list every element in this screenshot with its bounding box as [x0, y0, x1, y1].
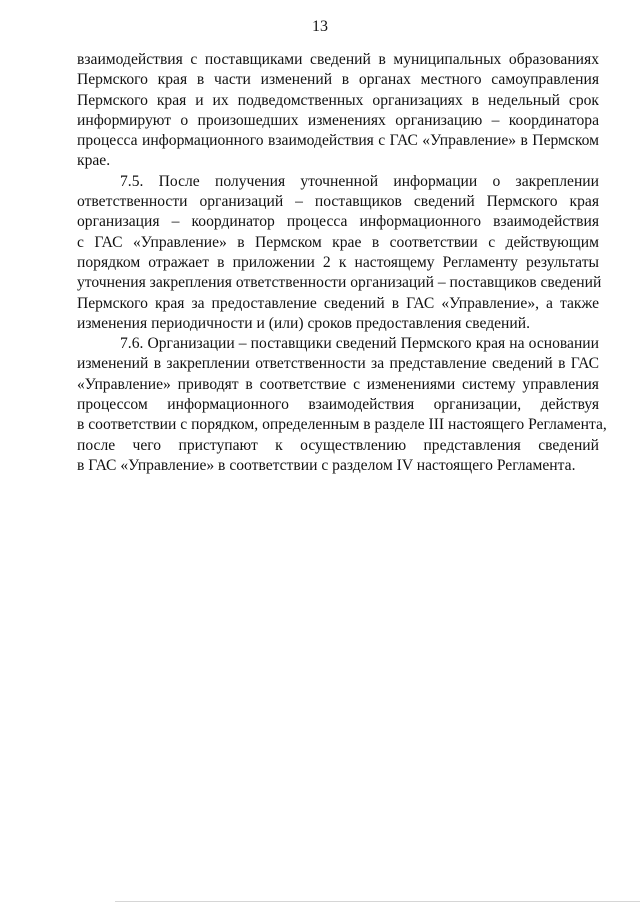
- text-line: уточнения закрепления ответственности организаций – поставщиков сведений: [77, 274, 602, 292]
- text-line: 7.5. После получения уточненной информации о закреплении: [120, 172, 599, 190]
- paragraph-continuation: [77, 50, 599, 172]
- scan-edge-line: [115, 901, 640, 902]
- text-line: 7.6. Организации – поставщики сведений Пермского края на основании: [120, 335, 599, 353]
- text-line: Пермского края и их подведомственных организациях в недельный срок: [77, 91, 599, 109]
- page-number: 13: [312, 18, 328, 35]
- text-line: в ГАС «Управление» в соответствии с разделом IV настоящего Регламента.: [77, 456, 576, 474]
- paragraph-item-7-5: [77, 172, 602, 334]
- paragraph-item-7-6: [77, 334, 607, 476]
- text-line: процесса информационного взаимодействия с ГАС «Управление» в Пермском: [77, 132, 599, 150]
- text-line: ответственности организаций – поставщиков сведений Пермского края: [77, 193, 599, 211]
- text-line: крае.: [77, 152, 111, 170]
- text-line: информируют о произошедших изменениях организацию – координатора: [77, 111, 599, 129]
- text-line: взаимодействия с поставщиками сведений в муниципальных образованиях: [77, 51, 599, 68]
- text-line: изменений в закреплении ответственности за представление сведений в ГАС: [77, 355, 599, 373]
- document-body: [77, 50, 607, 476]
- text-line: процессом информационного взаимодействия организации, действуя: [77, 396, 599, 414]
- text-line: с ГАС «Управление» в Пермском крае в соответствии с действующим: [77, 233, 599, 251]
- text-line: организация – координатор процесса информационного взаимодействия: [77, 213, 599, 231]
- text-line: изменения периодичности и (или) сроков предоставления сведений.: [77, 314, 530, 332]
- text-line: Пермского края в части изменений в органах местного самоуправления: [77, 71, 599, 89]
- text-line: «Управление» приводят в соответствие с изменениями систему управления: [77, 375, 599, 393]
- text-line: после чего приступают к осуществлению представления сведений: [77, 436, 599, 454]
- text-line: в соответствии с порядком, определенным в разделе III настоящего Регламента,: [77, 416, 607, 434]
- text-line: порядком отражает в приложении 2 к настоящему Регламенту результаты: [77, 253, 599, 271]
- text-line: Пермского края за предоставление сведений в ГАС «Управление», а также: [77, 294, 599, 312]
